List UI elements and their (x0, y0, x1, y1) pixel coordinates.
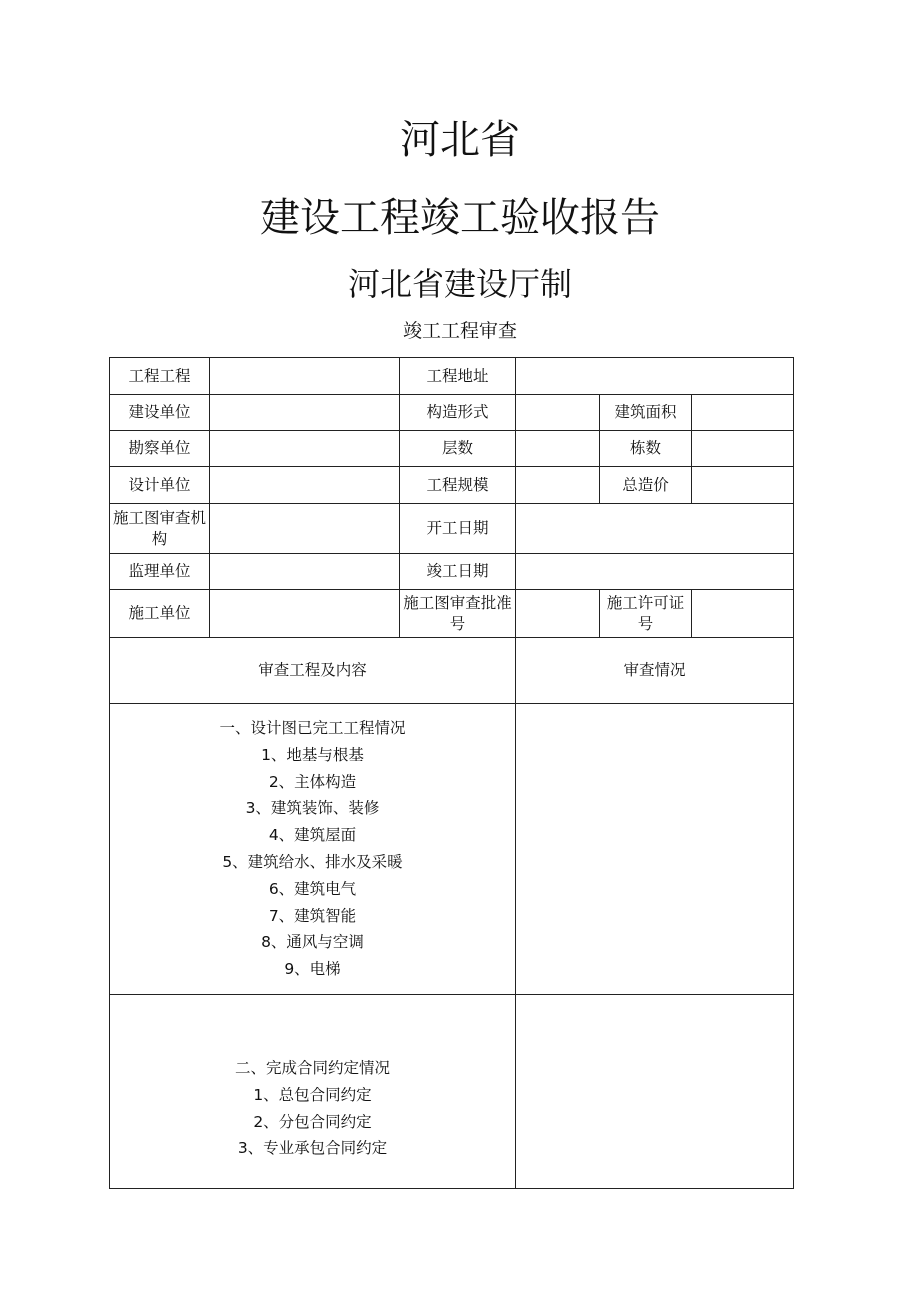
list-item: 7、建筑智能 (268, 906, 357, 925)
field-drawing-approval-no[interactable] (516, 590, 600, 638)
label-total-cost: 总造价 (600, 467, 692, 504)
field-structure-type[interactable] (516, 395, 600, 431)
field-construction-unit[interactable] (210, 395, 400, 431)
label-project-name: 工程工程 (110, 358, 210, 395)
label-design-unit: 设计单位 (110, 467, 210, 504)
section-title: 竣工工程审查 (402, 320, 517, 342)
form-row (110, 504, 794, 554)
label-building-area: 建筑面积 (600, 395, 692, 431)
section-completed-works (110, 704, 516, 995)
field-drawing-review-agency[interactable] (210, 504, 400, 554)
header-review-status: 审查情况 (516, 638, 794, 704)
field-contractor[interactable] (210, 590, 400, 638)
field-permit-no[interactable] (692, 590, 794, 638)
field-building-count[interactable] (692, 431, 794, 467)
title-report: 建设工程竣工验收报告 (260, 195, 660, 241)
review-section-row (110, 704, 794, 995)
form-row (110, 554, 794, 590)
label-project-scale: 工程规模 (400, 467, 516, 504)
field-review-status-2[interactable] (516, 995, 794, 1189)
list-item: 5、建筑给水、排水及采暖 (222, 853, 403, 871)
list-item: 1、总包合同约定 (253, 1085, 372, 1104)
list-item: 3、建筑装饰、装修 (245, 799, 380, 818)
review-section-row (110, 995, 794, 1189)
field-completion-date[interactable] (516, 554, 794, 590)
field-survey-unit[interactable] (210, 431, 400, 467)
header-review-items: 审查工程及内容 (110, 638, 516, 704)
label-structure-type: 构造形式 (400, 395, 516, 431)
form-row (110, 358, 794, 395)
field-building-area[interactable] (692, 395, 794, 431)
list-item: 3、专业承包合同约定 (237, 1139, 388, 1158)
section-contract-fulfilment (110, 995, 516, 1189)
label-start-date: 开工日期 (400, 504, 516, 554)
form-row (110, 431, 794, 467)
section-heading: 二、完成合同约定情况 (234, 1058, 390, 1077)
field-project-scale[interactable] (516, 467, 600, 504)
issuer: 河北省建设厅制 (347, 265, 572, 303)
field-start-date[interactable] (516, 504, 794, 554)
label-permit-no: 施工许可证号 (600, 590, 692, 638)
label-drawing-review-agency: 施工图审查机构 (110, 504, 210, 554)
list-item: 8、通风与空调 (261, 933, 364, 952)
title-province: 河北省 (400, 117, 520, 163)
label-drawing-approval-no: 施工图审查批准号 (400, 590, 516, 638)
list-item: 9、电梯 (284, 960, 341, 979)
list-item: 6、建筑电气 (268, 879, 357, 898)
label-survey-unit: 勘察单位 (110, 431, 210, 467)
form-row (110, 395, 794, 431)
review-header-row (110, 638, 794, 704)
label-completion-date: 竣工日期 (400, 554, 516, 590)
label-building-count: 栋数 (600, 431, 692, 467)
field-project-name[interactable] (210, 358, 400, 395)
list-item: 2、分包合同约定 (253, 1112, 372, 1131)
form-row (110, 590, 794, 638)
list-item: 1、地基与根基 (261, 745, 364, 764)
review-form-table (109, 357, 794, 1189)
field-project-address[interactable] (516, 358, 794, 395)
list-item: 4、建筑屋面 (268, 826, 357, 845)
field-design-unit[interactable] (210, 467, 400, 504)
field-review-status-1[interactable] (516, 704, 794, 995)
label-project-address: 工程地址 (400, 358, 516, 395)
section-heading: 一、设计图已完工工程情况 (219, 719, 406, 738)
field-total-cost[interactable] (692, 467, 794, 504)
field-supervision-unit[interactable] (210, 554, 400, 590)
form-row (110, 467, 794, 504)
label-contractor: 施工单位 (110, 590, 210, 638)
label-supervision-unit: 监理单位 (110, 554, 210, 590)
field-floors[interactable] (516, 431, 600, 467)
label-construction-unit: 建设单位 (110, 395, 210, 431)
label-floors: 层数 (400, 431, 516, 467)
list-item: 2、主体构造 (268, 772, 357, 791)
